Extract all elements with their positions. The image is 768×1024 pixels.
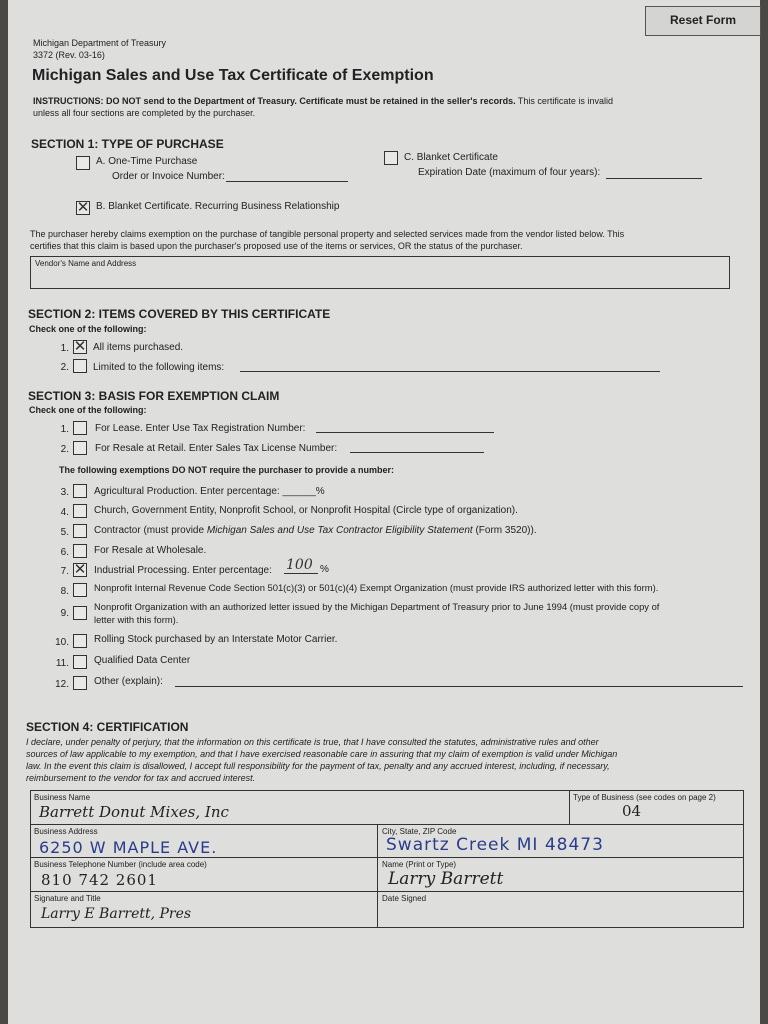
declaration-2: sources of law applicable to my exemption, and that I have exercised reasonable care in assuring that my claim of exemption is valid under Michigan: [26, 749, 618, 759]
item-number: 2.: [60, 362, 69, 373]
printed-name-label: Name (Print or Type): [382, 860, 457, 869]
checkbox-s3-3[interactable]: [73, 484, 87, 498]
section2-title: SECTION 2: ITEMS COVERED BY THIS CERTIFICATE: [28, 307, 331, 321]
s3-item-1-label: For Lease. Enter Use Tax Registration Number:: [95, 423, 306, 434]
item-number: 6.: [60, 547, 69, 558]
declaration-4: reimbursement to the vendor for tax and accrued interest.: [26, 773, 256, 783]
declaration-1: I declare, under penalty of perjury, that the information on this certificate is true, that I have consulted the statutes, administrative rules and other: [26, 737, 599, 747]
form-title: Michigan Sales and Use Tax Certificate of Exemption: [32, 67, 434, 84]
s3-item-9-label-2: letter with this form).: [94, 614, 179, 625]
item-number: 5.: [60, 527, 69, 538]
order-invoice-field[interactable]: [226, 181, 348, 182]
other-explain-field[interactable]: [175, 686, 743, 687]
reset-form-button[interactable]: Reset Form: [645, 6, 761, 36]
city-state-zip-cell[interactable]: [377, 824, 744, 858]
business-address-label: Business Address: [34, 827, 98, 836]
item-number: 4.: [60, 507, 69, 518]
s3-item-8-label: Nonprofit Internal Revenue Code Section 501(c)(3) or 501(c)(4) Exempt Organization (must provide IRS authorized letter with this form).: [94, 582, 659, 593]
checkbox-s3-9[interactable]: [73, 606, 87, 620]
option-1b-label: B. Blanket Certificate. Recurring Business Relationship: [96, 201, 340, 212]
city-state-zip-label: City, State, ZIP Code: [382, 827, 457, 836]
no-number-heading: The following exemptions DO NOT require the purchaser to provide a number:: [59, 465, 395, 475]
checkbox-1a[interactable]: [76, 156, 90, 170]
percent-sign: %: [320, 564, 329, 575]
s3-item-10-label: Rolling Stock purchased by an Interstate Motor Carrier.: [94, 634, 338, 645]
s3-item-5-label: Contractor (must provide Michigan Sales and Use Tax Contractor Eligibility Statement (Form 3520)).: [94, 525, 537, 536]
s3-item-4-label: Church, Government Entity, Nonprofit School, or Nonprofit Hospital (Circle type of organization).: [94, 505, 518, 516]
item-number: 11.: [55, 658, 69, 669]
s3-item-11-label: Qualified Data Center: [94, 655, 191, 666]
s3-item-9-label: Nonprofit Organization with an authorized letter issued by the Michigan Department of Treasury prior to June 1994 (must provide copy of: [94, 601, 660, 612]
claim-text-1: The purchaser hereby claims exemption on the purchase of tangible personal property and selected services made from the vendor listed below. This: [30, 229, 625, 239]
s3-item-2-label: For Resale at Retail. Enter Sales Tax License Number:: [95, 443, 338, 454]
s3-item-3-label: Agricultural Production. Enter percentage: ______%: [94, 486, 325, 497]
check-mark-1b: ✕: [76, 199, 90, 216]
percentage-line: [284, 573, 318, 574]
business-name-value: Barrett Donut Mixes, Inc: [39, 803, 229, 821]
item-number: 1.: [60, 343, 69, 354]
sales-tax-license-field[interactable]: [350, 452, 484, 453]
checkbox-1c[interactable]: [384, 151, 398, 165]
item-number: 3.: [60, 487, 69, 498]
signature-value: Larry E Barrett, Pres: [41, 906, 192, 922]
form-page: [8, 0, 760, 1024]
type-of-business-cell[interactable]: [569, 790, 744, 825]
type-of-business-label: Type of Business (see codes on page 2): [573, 793, 716, 802]
phone-value: 810 742 2601: [41, 871, 158, 889]
declaration-3: law. In the event this claim is disallowed, I accept full responsibility for the payment of tax, penalty and any accrued interest, including, if necessary,: [26, 761, 610, 771]
section3-title: SECTION 3: BASIS FOR EXEMPTION CLAIM: [28, 389, 280, 403]
checkbox-s3-1[interactable]: [73, 421, 87, 435]
item-number: 9.: [60, 608, 69, 619]
checkbox-s3-8[interactable]: [73, 583, 87, 597]
item-number: 10.: [55, 637, 69, 648]
checkbox-s3-4[interactable]: [73, 504, 87, 518]
section3-check-label: Check one of the following:: [29, 405, 147, 415]
instructions: INSTRUCTIONS: DO NOT send to the Department of Treasury. Certificate must be retained in the seller's records. This certificate is invalid: [33, 96, 613, 106]
s2-item-1-label: All items purchased.: [93, 342, 184, 353]
claim-text-2: certifies that this claim is based upon the purchaser's proposed use of the items or services, OR the status of the purchaser.: [30, 241, 523, 251]
item-number: 2.: [60, 444, 69, 455]
signature-cell[interactable]: [30, 891, 378, 928]
s2-item-2-label: Limited to the following items:: [93, 362, 225, 373]
limited-items-field[interactable]: [240, 371, 660, 372]
vendor-field[interactable]: [30, 256, 730, 289]
use-tax-number-field[interactable]: [316, 432, 494, 433]
item-number: 1.: [60, 424, 69, 435]
checkbox-s3-10[interactable]: [73, 634, 87, 648]
checkbox-s3-11[interactable]: [73, 655, 87, 669]
phone-cell[interactable]: [30, 857, 378, 892]
checkbox-s3-2[interactable]: [73, 441, 87, 455]
expiration-field[interactable]: [606, 178, 702, 179]
vendor-label: Vendor's Name and Address: [35, 259, 137, 268]
item-number: 12.: [55, 679, 69, 690]
section4-title: SECTION 4: CERTIFICATION: [26, 720, 189, 734]
printed-name-value: Larry Barrett: [388, 869, 504, 889]
checkbox-s3-6[interactable]: [73, 544, 87, 558]
check-mark-s3-7: ✕: [73, 561, 87, 578]
city-state-zip-value: Swartz Creek MI 48473: [386, 835, 604, 855]
expiration-label: Expiration Date (maximum of four years):: [418, 167, 601, 178]
business-address-value: 6250 W MAPLE AVE.: [39, 838, 218, 857]
order-invoice-label: Order or Invoice Number:: [112, 171, 225, 182]
s3-item-7-label: Industrial Processing. Enter percentage:: [94, 565, 272, 576]
date-signed-cell[interactable]: [377, 891, 744, 928]
option-1a-label: A. One-Time Purchase: [96, 156, 198, 167]
business-name-cell[interactable]: [30, 790, 570, 825]
item-number: 7.: [60, 566, 69, 577]
type-of-business-value: 04: [622, 802, 642, 820]
signature-label: Signature and Title: [34, 894, 101, 903]
date-signed-label: Date Signed: [382, 894, 427, 903]
form-number: 3372 (Rev. 03-16): [33, 50, 105, 60]
business-address-cell[interactable]: [30, 824, 378, 858]
section2-check-label: Check one of the following:: [29, 324, 147, 334]
checkbox-s3-5[interactable]: [73, 524, 87, 538]
department-name: Michigan Department of Treasury: [33, 38, 167, 48]
item-number: 8.: [60, 586, 69, 597]
phone-label: Business Telephone Number (include area code): [34, 860, 207, 869]
percentage-value[interactable]: 100: [286, 557, 313, 573]
section1-title: SECTION 1: TYPE OF PURCHASE: [31, 137, 224, 151]
checkbox-s3-12[interactable]: [73, 676, 87, 690]
s3-item-6-label: For Resale at Wholesale.: [94, 545, 207, 556]
instructions-line2: unless all four sections are completed by the purchaser.: [33, 108, 256, 118]
option-1c-label: C. Blanket Certificate: [404, 152, 498, 163]
printed-name-cell[interactable]: [377, 857, 744, 892]
business-name-label: Business Name: [34, 793, 91, 802]
s3-item-12-label: Other (explain):: [94, 676, 163, 687]
check-mark-s2-1: ✕: [73, 338, 87, 355]
checkbox-s2-2[interactable]: [73, 359, 87, 373]
